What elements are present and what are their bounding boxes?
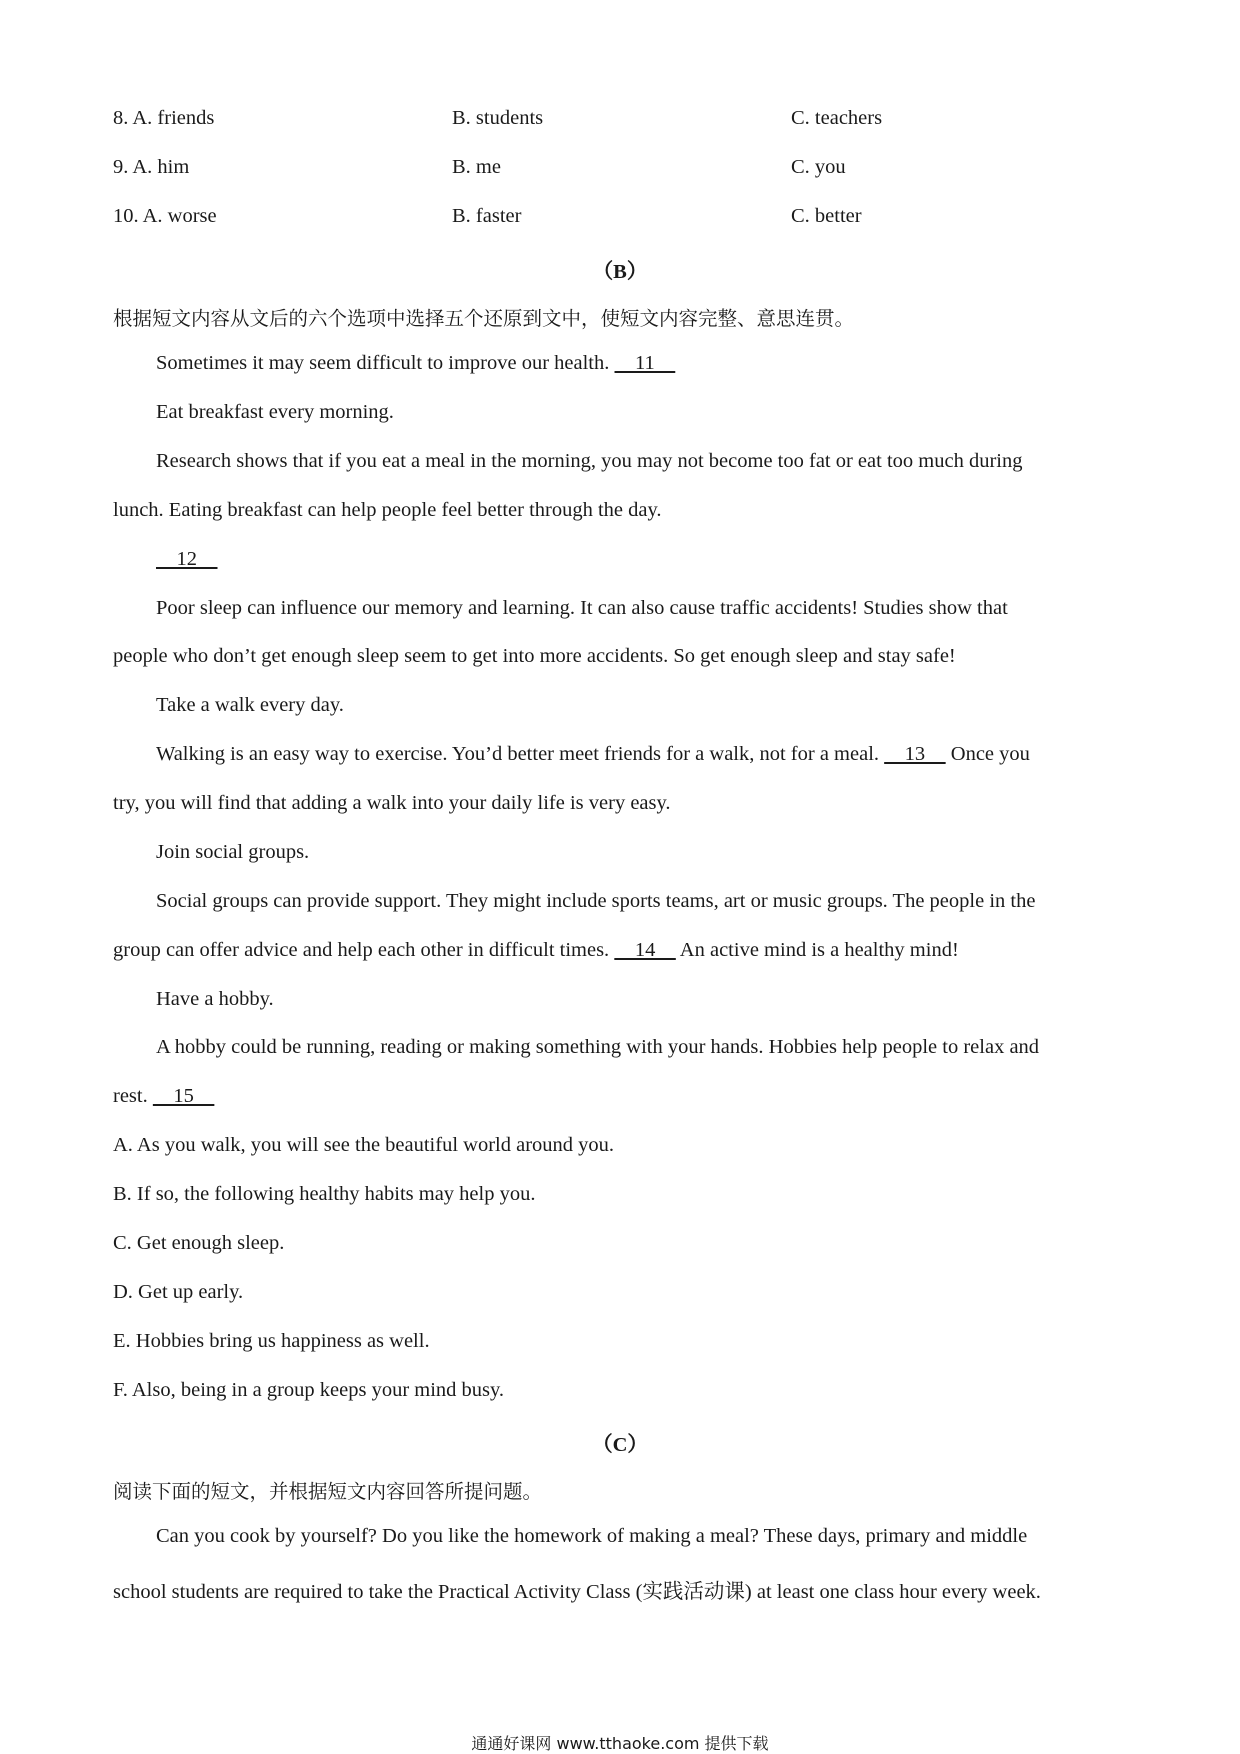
option-a: 9. A. him: [113, 156, 190, 178]
paragraph-line: school students are required to take the Practical Activity Class (实践活动课) at least one class hour every week.: [113, 1581, 1041, 1603]
choice-item: E. Hobbies bring us happiness as well.: [113, 1330, 430, 1352]
paragraph-line: [113, 939, 959, 962]
option-c: C. teachers: [791, 107, 883, 129]
blank-15: 15: [152, 1085, 215, 1107]
paragraph-line: lunch. Eating breakfast can help people feel better through the day.: [113, 499, 662, 521]
subheading-groups: Join social groups.: [156, 841, 310, 863]
choice-item: A. As you walk, you will see the beautiful world around you.: [113, 1134, 615, 1156]
paragraph-line: Poor sleep can influence our memory and learning. It can also cause traffic accidents! Studies show that: [156, 597, 1008, 619]
blank-14: 14: [614, 939, 676, 961]
paragraph-line: Can you cook by yourself? Do you like the homework of making a meal? These days, primary and middle: [156, 1525, 1028, 1547]
subheading-breakfast: Eat breakfast every morning.: [156, 401, 394, 423]
option-c: C. better: [791, 205, 862, 227]
paragraph-text: Walking is an easy way to exercise. You’d better meet friends for a walk, not for a meal.: [156, 743, 885, 765]
blank-11: 11: [614, 352, 676, 374]
blank-13: 13: [884, 743, 946, 765]
paragraph-line: Social groups can provide support. They might include sports teams, art or music groups. The people in the: [156, 890, 1036, 912]
option-a: 8. A. friends: [113, 107, 215, 129]
paragraph-line: [156, 743, 1030, 766]
choice-item: B. If so, the following healthy habits may help you.: [113, 1183, 536, 1205]
choice-item: C. Get enough sleep.: [113, 1232, 285, 1254]
page-footer: 通通好课网 www.tthaoke.com 提供下载: [471, 1734, 769, 1753]
section-c-instruction: 阅读下面的短文，并根据短文内容回答所提问题。: [113, 1480, 543, 1503]
blank-12: 12: [156, 548, 218, 570]
paragraph-line: try, you will find that adding a walk into your daily life is very easy.: [113, 792, 671, 814]
option-b: B. me: [452, 156, 501, 178]
paragraph-text: Sometimes it may seem difficult to improve our health.: [156, 352, 615, 374]
paragraph-line: people who don’t get enough sleep seem to get into more accidents. So get enough sleep and stay safe!: [113, 645, 956, 667]
choice-item: F. Also, being in a group keeps your mind busy.: [113, 1379, 505, 1401]
paragraph-text: rest.: [113, 1085, 153, 1107]
option-c: C. you: [791, 156, 846, 178]
section-c-heading: （C）: [592, 1434, 648, 1456]
paragraph-text: group can offer advice and help each other in difficult times.: [113, 939, 615, 961]
section-b-instruction: 根据短文内容从文后的六个选项中选择五个还原到文中，使短文内容完整、意思连贯。: [113, 307, 855, 330]
option-b: B. students: [452, 107, 544, 129]
subheading-walk: Take a walk every day.: [156, 694, 344, 716]
paragraph-text: An active mind is a healthy mind!: [675, 939, 959, 961]
paragraph-line: A hobby could be running, reading or making something with your hands. Hobbies help people to relax and: [156, 1036, 1040, 1058]
choice-item: D. Get up early.: [113, 1281, 244, 1303]
paragraph-line: Research shows that if you eat a meal in the morning, you may not become too fat or eat too much during: [156, 450, 1023, 472]
section-b-heading: （B）: [592, 261, 648, 283]
paragraph-text: Once you: [945, 743, 1030, 765]
option-b: B. faster: [452, 205, 522, 227]
paragraph-intro: [156, 352, 675, 375]
option-a: 10. A. worse: [113, 205, 217, 227]
paragraph-line: [113, 1085, 214, 1108]
subheading-hobby: Have a hobby.: [156, 988, 274, 1010]
